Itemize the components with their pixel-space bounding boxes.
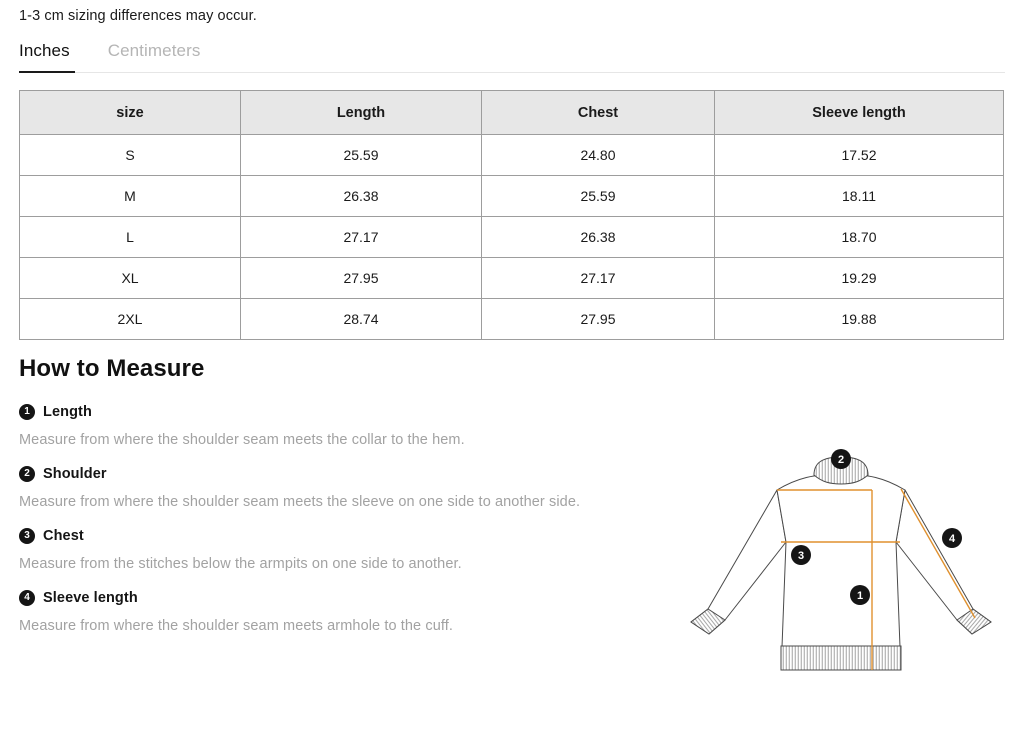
cell-sleeve: 18.11: [715, 176, 1004, 217]
measure-step-length: [19, 400, 659, 448]
garment-outline: [691, 474, 991, 647]
measure-step-shoulder: [19, 462, 659, 510]
column-header-chest: Chest: [482, 91, 715, 135]
table-row: [20, 176, 1004, 217]
cell-size: 2XL: [20, 299, 241, 340]
step-description: Measure from where the shoulder seam meets armhole to the cuff.: [19, 618, 453, 634]
unit-tabs: [19, 40, 1005, 74]
how-to-measure-title: How to Measure: [19, 355, 205, 382]
cell-sleeve: 19.88: [715, 299, 1004, 340]
cell-chest: 26.38: [482, 217, 715, 258]
cell-chest: 24.80: [482, 135, 715, 176]
table-row: [20, 258, 1004, 299]
cell-sleeve: 17.52: [715, 135, 1004, 176]
cell-length: 26.38: [241, 176, 482, 217]
column-header-length: Length: [241, 91, 482, 135]
chest-marker: [791, 545, 811, 565]
tab-active-indicator: [19, 71, 75, 73]
step-number-badge: 1: [19, 404, 35, 420]
svg-text:1: 1: [856, 590, 864, 602]
step-description: Measure from where the shoulder seam meets the collar to the hem.: [19, 432, 465, 448]
column-header-sleeve-length: Sleeve length: [715, 91, 1004, 135]
cell-chest: 27.95: [482, 299, 715, 340]
hem-band: [781, 646, 901, 670]
step-number-badge: 3: [19, 528, 35, 544]
step-label: Chest: [43, 527, 84, 544]
table-row: [20, 217, 1004, 258]
step-label: Length: [43, 403, 92, 420]
table-row: [20, 299, 1004, 340]
sleeve-length-marker: [942, 528, 962, 548]
step-number-badge: 2: [19, 466, 35, 482]
step-label: Sleeve length: [43, 589, 138, 606]
sizing-notice: 1-3 cm sizing differences may occur.: [19, 8, 257, 24]
cell-chest: 27.17: [482, 258, 715, 299]
cell-size: L: [20, 217, 241, 258]
cell-length: 28.74: [241, 299, 482, 340]
cell-sleeve: 18.70: [715, 217, 1004, 258]
sweatshirt-diagram: [662, 442, 1020, 682]
step-description: Measure from where the shoulder seam meets the sleeve on one side to another side.: [19, 494, 581, 510]
cell-length: 27.95: [241, 258, 482, 299]
step-description: Measure from the stitches below the armpits on one side to another.: [19, 556, 462, 572]
cell-size: S: [20, 135, 241, 176]
svg-text:3: 3: [797, 550, 805, 562]
how-to-measure-steps: [19, 400, 659, 648]
step-number-badge: 4: [19, 590, 35, 606]
cell-chest: 25.59: [482, 176, 715, 217]
table-row: [20, 135, 1004, 176]
size-chart-table: [19, 90, 1004, 340]
tab-underline-track: [19, 72, 1005, 73]
shoulder-marker: [831, 449, 851, 469]
cell-size: M: [20, 176, 241, 217]
measure-step-sleeve-length: [19, 586, 659, 634]
column-header-size: size: [20, 91, 241, 135]
tab-inches[interactable]: Inches: [19, 41, 70, 60]
cell-size: XL: [20, 258, 241, 299]
table-header-row: [20, 91, 1004, 135]
svg-text:2: 2: [837, 454, 845, 466]
cell-length: 25.59: [241, 135, 482, 176]
cell-sleeve: 19.29: [715, 258, 1004, 299]
svg-text:4: 4: [948, 533, 956, 545]
tab-centimeters[interactable]: Centimeters: [107, 41, 201, 60]
cell-length: 27.17: [241, 217, 482, 258]
length-marker: [850, 585, 870, 605]
step-label: Shoulder: [43, 465, 107, 482]
measure-step-chest: [19, 524, 659, 572]
